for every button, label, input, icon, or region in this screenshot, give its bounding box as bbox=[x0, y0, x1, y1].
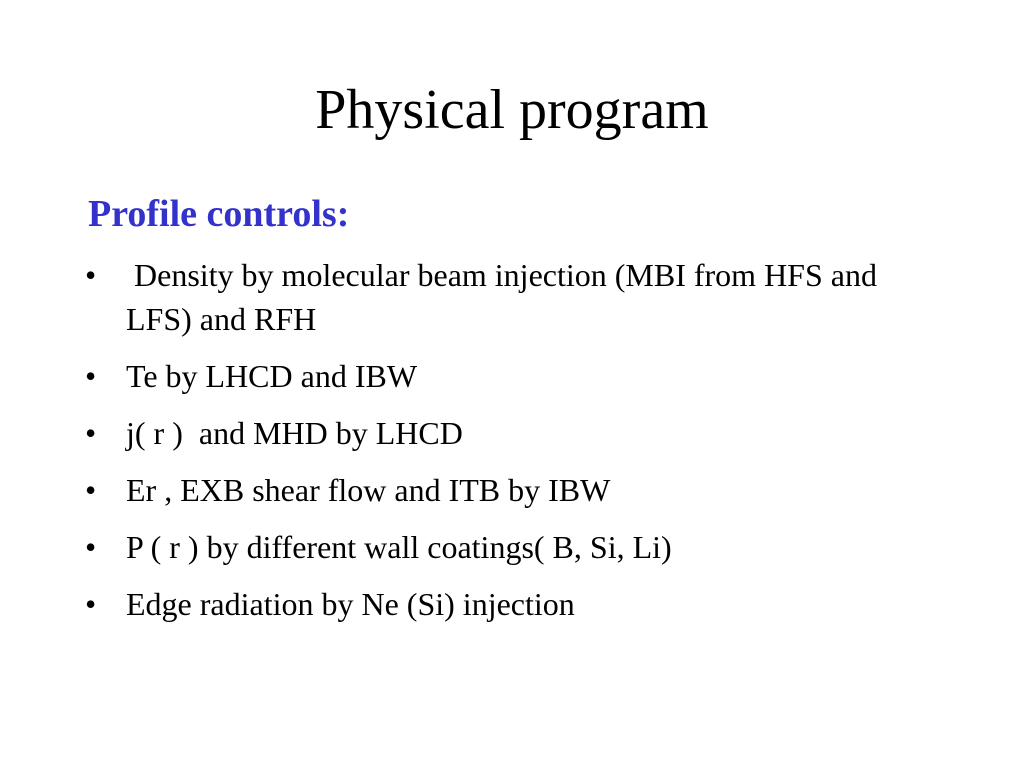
bullet-item bbox=[85, 354, 945, 398]
bullet-text: Edge radiation by Ne (Si) injection bbox=[126, 586, 575, 622]
bullet-icon: • bbox=[85, 358, 97, 394]
bullet-icon: • bbox=[85, 586, 97, 622]
bullet-text: j( r ) and MHD by LHCD bbox=[126, 415, 463, 451]
bullet-text: Te by LHCD and IBW bbox=[126, 358, 418, 394]
bullet-item bbox=[85, 411, 945, 455]
bullet-item bbox=[85, 582, 945, 626]
bullet-item bbox=[85, 253, 945, 341]
slide-title: Physical program bbox=[315, 79, 709, 141]
bullet-item bbox=[85, 525, 945, 569]
bullet-text: Er , EXB shear flow and ITB by IBW bbox=[126, 472, 611, 508]
bullet-text: Density by molecular beam injection (MBI from HFS and LFS) and RFH bbox=[126, 257, 885, 337]
bullet-icon: • bbox=[85, 529, 97, 565]
bullet-list bbox=[85, 253, 945, 639]
section-heading: Profile controls: bbox=[88, 193, 350, 235]
bullet-icon: • bbox=[85, 257, 97, 293]
bullet-text: P ( r ) by different wall coatings( B, Si, Li) bbox=[126, 529, 672, 565]
bullet-item bbox=[85, 468, 945, 512]
bullet-icon: • bbox=[85, 415, 97, 451]
bullet-icon: • bbox=[85, 472, 97, 508]
